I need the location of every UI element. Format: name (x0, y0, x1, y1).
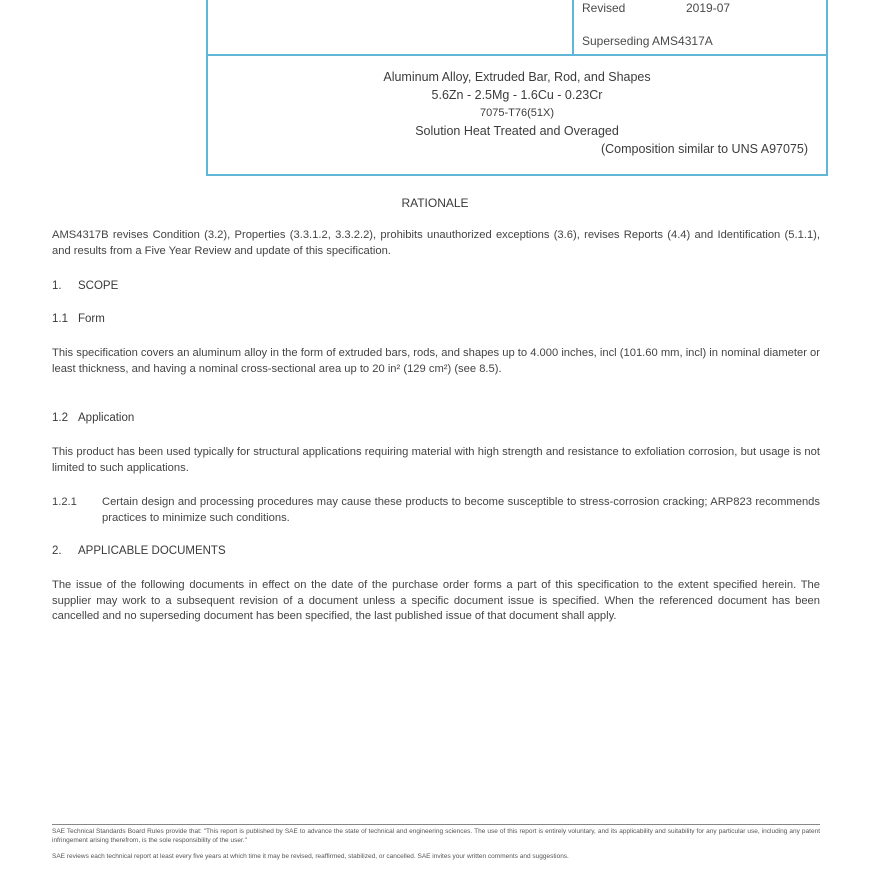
header-divider (572, 0, 574, 54)
revised-label: Revised (582, 1, 626, 15)
applicable-documents-text: The issue of the following documents in effect on the date of the purchase order forms a part of this specification to the extent specified herein. The supplier may work to a subsequent revision of a document unless a specific document issue is specified. When the referenced document has been cancelled and no superseding document has been specified, the last published issue of that document shall apply. (52, 579, 820, 622)
section-1-2-1 (52, 495, 820, 526)
section-number: 2. (52, 545, 62, 557)
section-number: 1. (52, 280, 62, 292)
header-top-section (208, 0, 826, 56)
application-text: This product has been used typically for structural applications requiring material with high strength and resistance to exfoliation corrosion, but usage is not limited to such applications. (52, 446, 820, 474)
section-title: APPLICABLE DOCUMENTS (78, 545, 226, 557)
footer-rule (52, 824, 820, 825)
title-line-uns: (Composition similar to UNS A97075) (600, 142, 808, 156)
revised-row (582, 1, 730, 15)
rationale-text: AMS4317B revises Condition (3.2), Properties (3.3.1.2, 3.3.2.2), prohibits unauthorized exceptions (3.6), revises Reports (4.4) and Identification (5.1.1), and results from a Five Year Review and update of this specification. (52, 229, 820, 257)
title-line-temper: 7075-T76(51X) (480, 107, 554, 119)
document-title (208, 68, 826, 158)
section-1-1-heading (52, 313, 105, 325)
section-number: 1.2 (52, 412, 68, 424)
rationale-heading: RATIONALE (401, 196, 469, 210)
section-2-heading (52, 545, 226, 557)
title-line-treatment: Solution Heat Treated and Overaged (415, 124, 619, 138)
section-title: Application (78, 412, 135, 424)
form-text: This specification covers an aluminum alloy in the form of extruded bars, rods, and shapes up to 4.000 inches, incl (101.60 mm, incl) in nominal diameter or least thickness, and having a nominal cross-sectional area up to 20 in² (129 cm²) (see 8.5). (52, 347, 820, 375)
section-number: 1.2.1 (52, 496, 77, 508)
section-title: Form (78, 313, 105, 325)
section-title: SCOPE (78, 280, 119, 292)
section-1-heading (52, 280, 118, 292)
title-line-material: Aluminum Alloy, Extruded Bar, Rod, and Shapes (383, 70, 651, 84)
footer-review-note: SAE reviews each technical report at least every five years at which time it may be revised, reaffirmed, stabilized, or cancelled. SAE invites your written comments and suggestions. (52, 853, 569, 860)
title-line-composition: 5.6Zn - 2.5Mg - 1.6Cu - 0.23Cr (431, 88, 603, 102)
superseding-label: Superseding AMS4317A (582, 34, 713, 48)
header-box (206, 0, 828, 176)
superseding-row (582, 34, 713, 48)
stress-corrosion-text: Certain design and processing procedures may cause these products to become susceptible to stress-corrosion cracking; ARP823 recommends practices to minimize such conditions. (102, 496, 820, 524)
section-number: 1.1 (52, 313, 68, 325)
section-1-2-heading (52, 412, 134, 424)
revised-date: 2019-07 (686, 1, 731, 15)
footer-disclaimer: SAE Technical Standards Board Rules provide that: "This report is published by SAE to advance the state of technical and engineering sciences. The use of this report is entirely voluntary, and its applicability and suitability for any particular use, including any patent infringement arising therefrom, is the sole responsibility of the user." (52, 828, 820, 844)
